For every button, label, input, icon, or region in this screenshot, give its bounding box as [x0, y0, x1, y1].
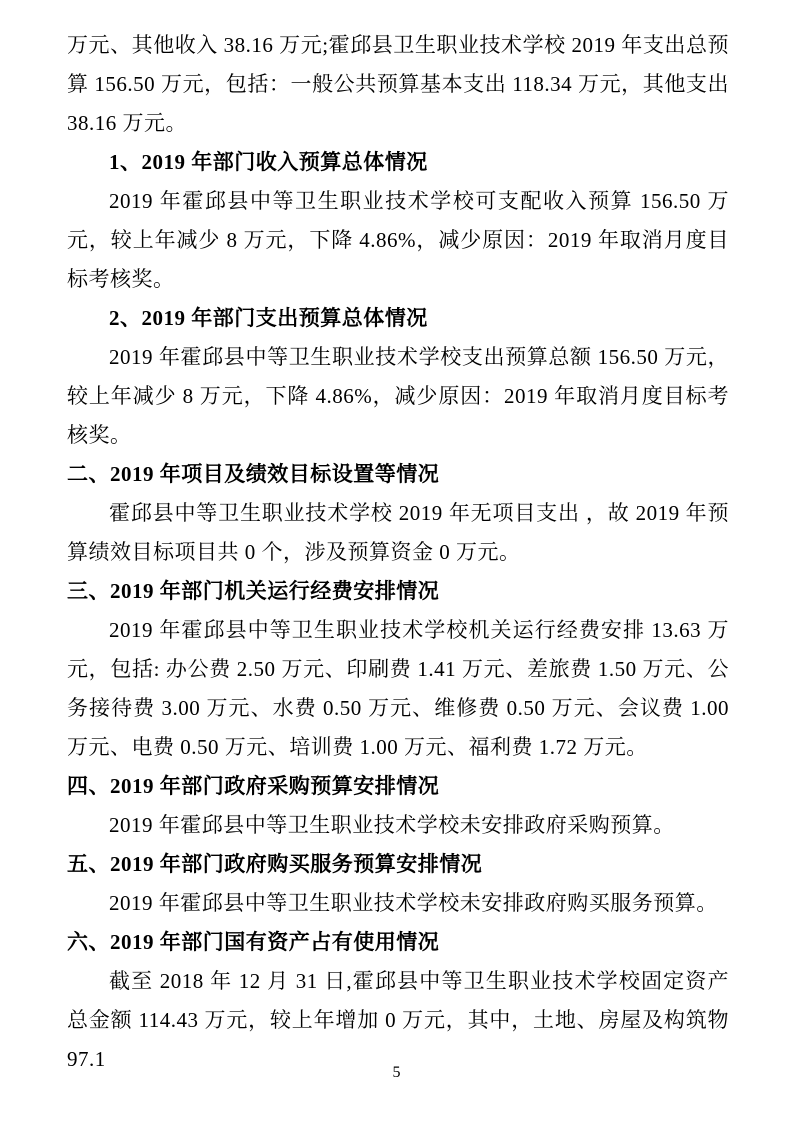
paragraph: 2019 年霍邱县中等卫生职业技术学校支出预算总额 156.50 万元，较上年减少 8 万元，下降 4.86%，减少原因：2019 年取消月度目标考核奖。 — [67, 345, 729, 447]
section-heading: 六、2019 年部门国有资产占有使用情况 — [67, 930, 440, 954]
page-number: 5 — [392, 1064, 401, 1081]
paragraph: 2019 年霍邱县中等卫生职业技术学校未安排政府购买服务预算。 — [109, 891, 718, 915]
paragraph-continuation: 万元、其他收入 38.16 万元;霍邱县卫生职业技术学校 2019 年支出总预算 156.50 万元，包括：一般公共预算基本支出 118.34 万元，其他支出 38.16 万元。 — [67, 33, 729, 135]
paragraph: 霍邱县中等卫生职业技术学校 2019 年无项目支出 ，故 2019 年预算绩效目标项目共 0 个，涉及预算资金 0 万元。 — [67, 501, 729, 564]
paragraph: 2019 年霍邱县中等卫生职业技术学校机关运行经费安排 13.63 万元，包括: 办公费 2.50 万元、印刷费 1.41 万元、差旅费 1.50 万元、公务接待费 3.00 万元、水费 0.50 万元、维修费 0.50 万元、会议费 1.00 万元、电费 0.50 万元、培训费 1.00 万元、福利费 1.72 万元。 — [67, 618, 729, 759]
sub-section-heading: 1、2019 年部门收入预算总体情况 — [109, 150, 428, 174]
paragraph: 2019 年霍邱县中等卫生职业技术学校可支配收入预算 156.50 万元，较上年减少 8 万元，下降 4.86%，减少原因：2019 年取消月度目标考核奖。 — [67, 189, 729, 291]
section-heading: 五、2019 年部门政府购买服务预算安排情况 — [67, 852, 483, 876]
paragraph: 截至 2018 年 12 月 31 日,霍邱县中等卫生职业技术学校固定资产总金额 114.43 万元，较上年增加 0 万元，其中，土地、房屋及构筑物 97.1 — [67, 969, 729, 1071]
sub-section-heading: 2、2019 年部门支出预算总体情况 — [109, 306, 428, 330]
section-heading: 二、2019 年项目及绩效目标设置等情况 — [67, 462, 440, 486]
section-heading: 四、2019 年部门政府采购预算安排情况 — [67, 774, 440, 798]
document-body — [67, 26, 729, 1079]
section-heading: 三、2019 年部门机关运行经费安排情况 — [67, 579, 440, 603]
paragraph: 2019 年霍邱县中等卫生职业技术学校未安排政府采购预算。 — [109, 813, 675, 837]
